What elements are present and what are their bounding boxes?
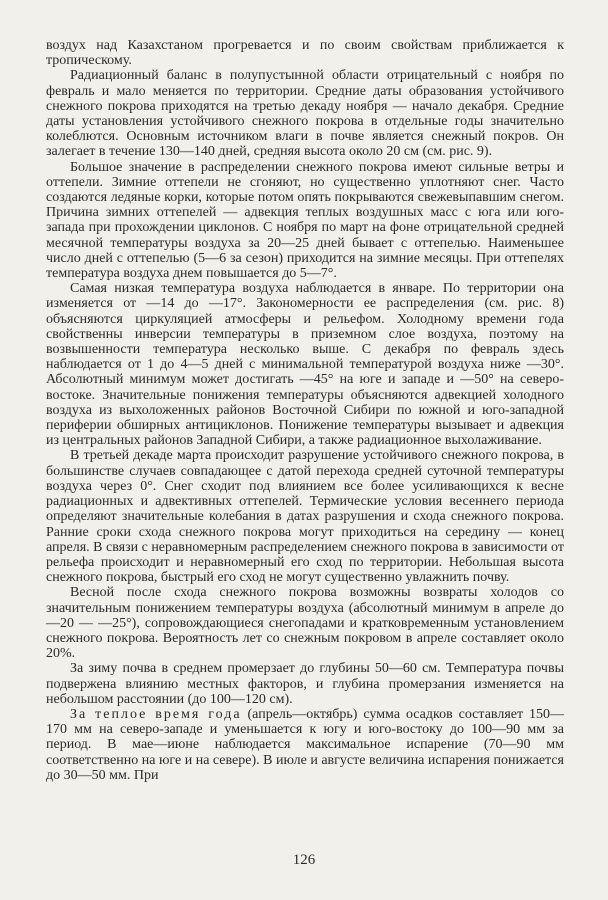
paragraph: Большое значение в распределении снежного покрова имеют сильные ветры и оттепели. Зимние оттепели не сгоняют, но существенно уплотняют снег. Часто создаются ледяные корки, которые потом опять покрываются свежевыпавшим снегом. Причина зимних оттепелей — адвекция теплых воздушных масс с юга или юго-запада при прохождении циклонов. С ноября по март на фоне отрицательной средней месячной температуры воздуха за 20—25 дней бывает с оттепелью. Наименьшее число дней с оттепелью (5—6 за сезон) приходится на зимние месяцы. При оттепелях температура воздуха днем повышается до 5—7°. <box>46 159 564 282</box>
spaced-lead-phrase: За теплое время года <box>70 706 242 722</box>
paragraph: Самая низкая температура воздуха наблюдается в январе. По территории она изменяется от —14 до —17°. Закономерности ее распределения (см. рис. 8) объясняются циркуляцией атмосферы и рельефом. Холодному времени года свойственны инверсии температуры в приземном слое воздуха, поэтому на возвышенности температура несколько выше. С декабря по февраль здесь наблюдается от 1 до 4—5 дней с минимальной температурой воздуха ниже —30°. Абсолютный минимум может достигать —45° на юге и западе и —50° на северо-востоке. Значительные понижения температуры объясняются адвекцией холодного воздуха из выхоложенных районов Восточной Сибири по южной и юго-западной периферии обширных антициклонов. Понижение температуры вызывает и адвекция из центральных районов Западной Сибири, а также радиационное выхолаживание. <box>46 281 564 449</box>
paragraph-text: (апрель—октябрь) сумма осадков составляет 150—170 мм на северо-западе и уменьшается к югу и юго-востоку до 100—90 мм за период. В мае—июне наблюдается максимальное испарение (70—90 мм соответственно на юге и на севере). В июле и августе величина испарения понижается до 30—50 мм. При <box>46 706 564 783</box>
paragraph: воздух над Казахстаном прогревается и по своим свойствам приближается к тропическому. <box>46 38 564 69</box>
page-number: 126 <box>292 852 316 868</box>
paragraph: В третьей декаде марта происходит разрушение устойчивого снежного покрова, в большинстве случаев совпадающее с датой перехода средней суточной температуры воздуха через 0°. Снег сходит под влиянием все более усиливающихся к весне радиационных и адвективных оттепелей. Термические условия весеннего периода определяют значительные колебания в датах разрушения и схода снежного покрова. Ранние сроки схода снежного покрова могут приходиться на середину — конец апреля. В связи с неравномерным распределением снежного покрова в зависимости от рельефа происходит и неравномерный его сход по территории. Небольшая высота снежного покрова, быстрый его сход не могут существенно увлажнить почву. <box>46 448 564 586</box>
paragraph: Радиационный баланс в полупустынной области отрицательный с ноября по февраль и мало меняется по территории. Средние даты образования устойчивого снежного покрова приходятся на третью декаду ноября — начало декабря. Средние даты установления устойчивого снежного покрова в отдельные годы значительно колеблются. Основным источником влаги в почве является снежный покров. Он залегает в течение 130—140 дней, средняя высота около 20 см (см. рис. 9). <box>46 68 564 160</box>
page-body <box>46 38 564 783</box>
paragraph: За зиму почва в среднем промерзает до глубины 50—60 см. Температура почвы подвержена влиянию местных факторов, и глубина промерзания изменяется на небольшом расстоянии (до 100—120 см). <box>46 661 564 707</box>
paragraph <box>46 707 564 783</box>
paragraph: Весной после схода снежного покрова возможны возвраты холодов со значительным понижением температуры воздуха (абсолютный минимум в апреле до —20 — —25°), сопровождающиеся снегопадами и кратковременным установлением снежного покрова. Вероятность лет со снежным покровом в апреле составляет около 20%. <box>46 585 564 662</box>
